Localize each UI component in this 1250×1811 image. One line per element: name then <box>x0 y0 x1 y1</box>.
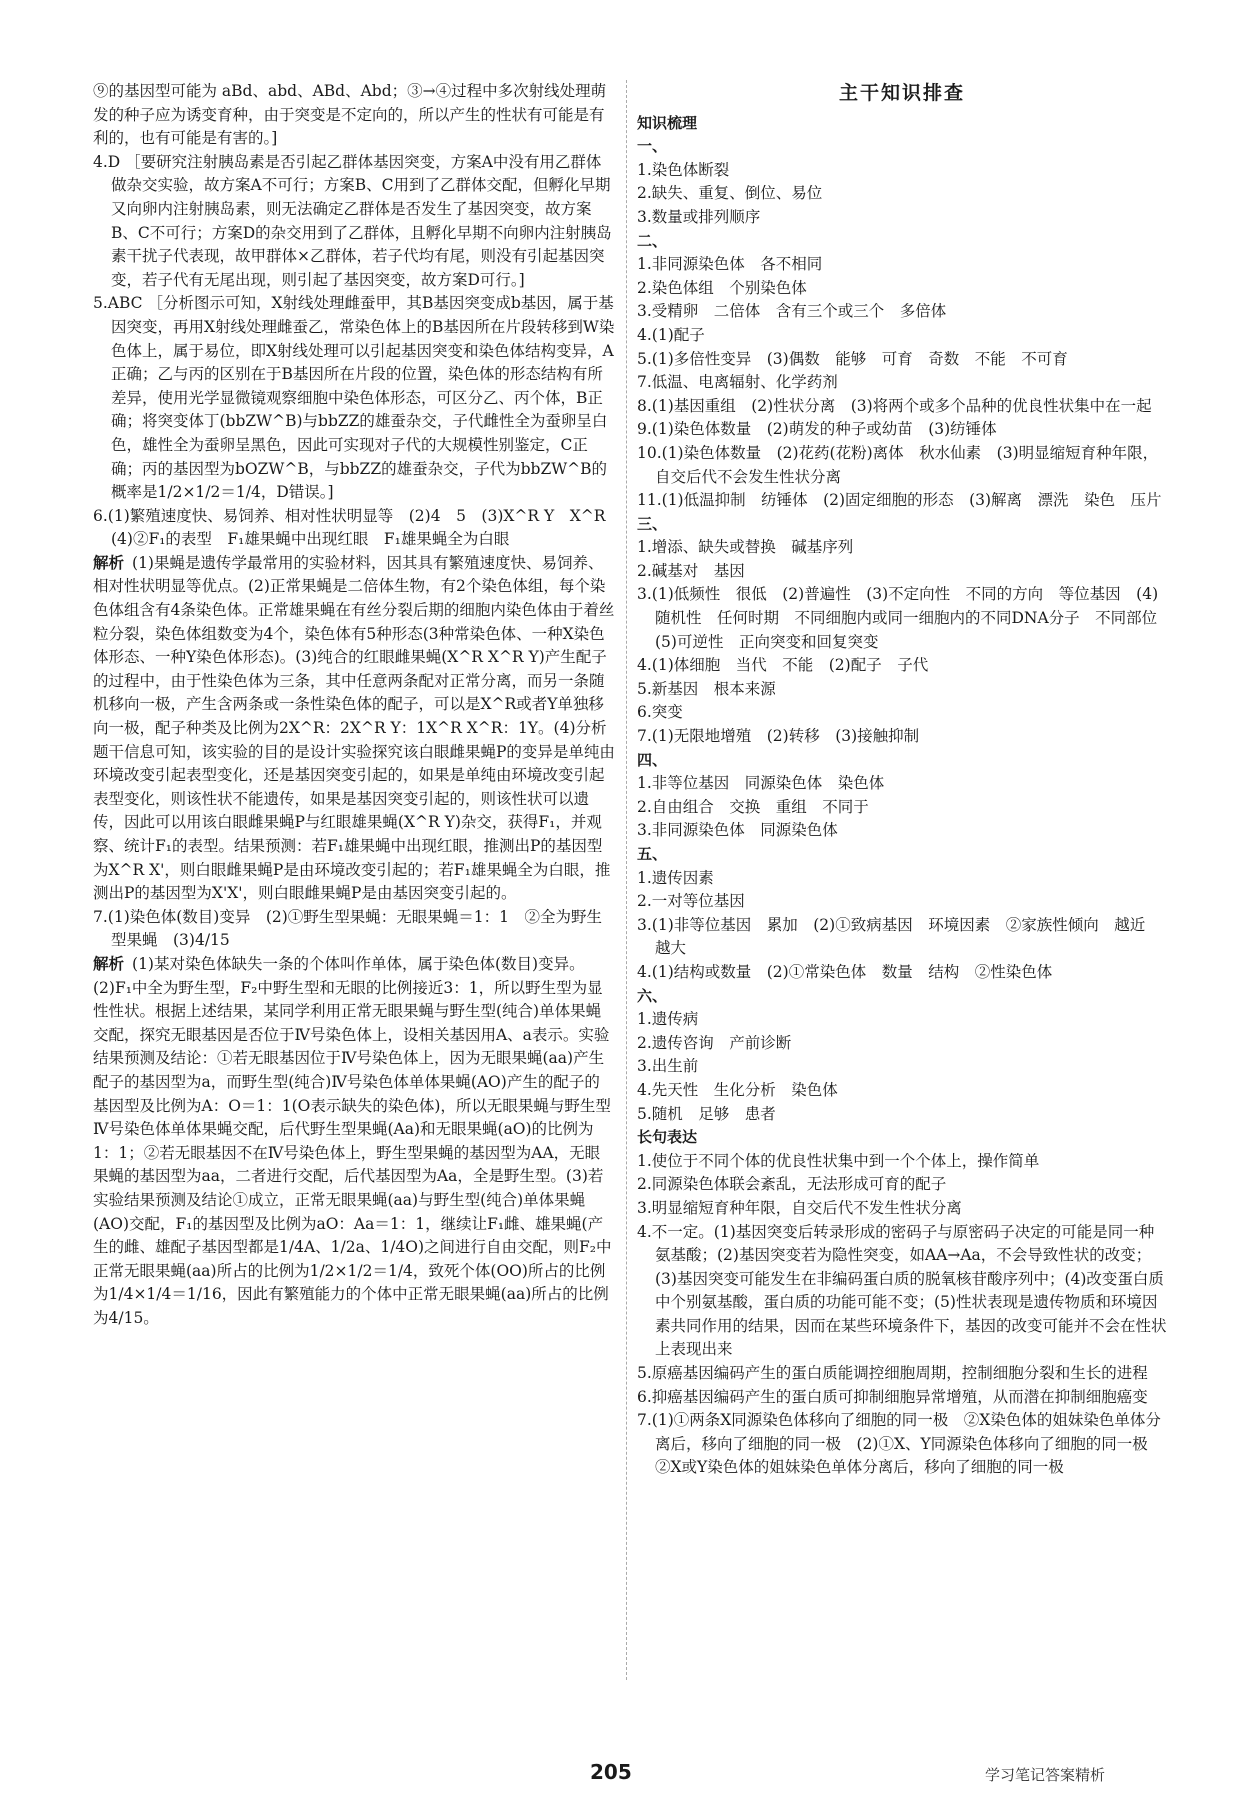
answer-item: 3.明显缩短育种年限，自交后代不发生性状分离 <box>637 1198 962 1217</box>
answer-item: 2.缺失、重复、倒位、易位 <box>637 184 823 203</box>
answer-item: 1.非等位基因 同源染色体 染色体 <box>637 774 885 793</box>
answer-item: 2.染色体组 个别染色体 <box>637 278 807 297</box>
answer-item: 4.不一定。(1)基因突变后转录形成的密码子与原密码子决定的可能是同一种氨基酸；(2)基因突变若为隐性突变，如AA→Aa，不会导致性状的改变；(3)基因突变可能发生在非编码蛋白质的脱氧核苷酸序列中；(4)改变蛋白质中个别氨基酸，蛋白质的功能可能不变；(5)性状表现是遗传物质和环境因素共同作用的结果，因而在某些环境条件下，基因的改变可能并不会在性状上表现出来 <box>637 1222 1167 1359</box>
answer-item: 2.一对等位基因 <box>637 892 745 911</box>
section-number: 一、 <box>637 137 668 156</box>
answer-item: 7.低温、电离辐射、化学药剂 <box>637 373 838 392</box>
analysis-text: (1)某对染色体缺失一条的个体叫作单体，属于染色体(数目)变异。(2)F₁中全为野生型，F₂中野生型和无眼的比例接近3：1，所以野生型为显性性状。根据上述结果，某同学利用正常无眼果蝇与野生型(纯合)单体果蝇交配，探究无眼基因是否位于Ⅳ号染色体上，设相关基因用A、a表示。实验结果预测及结论：①若无眼基因位于Ⅳ号染色体上，因为无眼果蝇(aa)产生配子的基因型为a，而野生型(纯合)Ⅳ号染色体单体果蝇(AO)产生的配子的基因型及比例为A：O＝1：1(O表示缺失的染色体)，所以无眼果蝇与野生型Ⅳ号染色体单体果蝇交配，后代野生型果蝇(Aa)和无眼果蝇(aO)的比例为1：1；②若无眼基因不在Ⅳ号染色体上，野生型果蝇的基因型为AA，无眼果蝇的基因型为aa，二者进行交配，后代基因型为Aa，全是野生型。(3)若实验结果预测及结论①成立，正常无眼果蝇(aa)与野生型(纯合)单体果蝇(AO)交配，F₁的基因型及比例为aO：Aa＝1：1，继续让F₁雌、雄果蝇(产生的雌、雄配子基因型都是1/4A、1/2a、1/4O)之间进行自由交配，则F₂中正常无眼果蝇(aa)所占的比例为1/2×1/2＝1/4，致死个体(OO)所占的比例为1/4×1/4＝1/16，因此有繁殖能力的个体中正常无眼果蝇(aa)所占的比例为4/15。 <box>93 954 612 1327</box>
answer-item: 10.(1)染色体数量 (2)花药(花粉)离体 秋水仙素 (3)明显缩短育种年限，自交后代不会发生性状分离 <box>637 443 1159 486</box>
column-divider <box>626 80 627 1680</box>
answer-item: 4.先天性 生化分析 染色体 <box>637 1080 838 1099</box>
answer-item: 1.非同源染色体 各不相同 <box>637 255 823 274</box>
page-number: 205 <box>590 1760 632 1784</box>
answer-item: 7.(1)无限地增殖 (2)转移 (3)接触抑制 <box>637 727 920 746</box>
answer-item: 5.新基因 根本来源 <box>637 679 776 698</box>
answer-item: 11.(1)低温抑制 纺锤体 (2)固定细胞的形态 (3)解离 漂洗 染色 压片 <box>637 491 1162 510</box>
continued-paragraph: ⑨的基因型可能为 aBd、abd、ABd、Abd；③→④过程中多次射线处理萌发的种子应为诱变育种，由于突变是不定向的，所以产生的性状有可能是有利的，也有可能是有害的。] <box>93 82 607 148</box>
analysis-text: (1)果蝇是遗传学最常用的实验材料，因其具有繁殖速度快、易饲养、相对性状明显等优点。(2)正常果蝇是二倍体生物，有2个染色体组，每个染色体组含有4条染色体。正常雄果蝇在有丝分裂后期的细胞内染色体由于着丝粒分裂，染色体组数变为4个，染色体有5种形态(3种常染色体、一种X染色体形态、一种Y染色体形态)。(3)纯合的红眼雌果蝇(X^R X^R Y)产生配子的过程中，由于性染色体为三条，其中任意两条配对正常分离，而另一条随机移向一极，产生含两条或一条性染色体的配子，可以是X^R或者Y单独移向一极，配子种类及比例为2X^R：2X^R Y：1X^R X^R：1Y。(4)分析题干信息可知，该实验的目的是设计实验探究该白眼雌果蝇P的变异是单纯由环境改变引起表型变化，还是基因突变引起的，如果是单纯由环境改变引起表型变化，则该性状不能遗传，如果是基因突变引起的，则该性状可以遗传，因此可以用该白眼雌果蝇P与红眼雄果蝇(X^R Y)杂交，获得F₁，并观察、统计F₁的表型。结果预测：若F₁雄果蝇中出现红眼，推测出P的基因型为X^R X'，则白眼雌果蝇P是由环境改变引起的；若F₁雄果蝇全为白眼，推测出P的基因型为X'X'，则白眼雌果蝇P是由基因突变引起的。 <box>93 553 615 903</box>
analysis-paragraph <box>93 552 615 906</box>
answer-item: 2.遗传咨询 产前诊断 <box>637 1033 792 1052</box>
answer-item: 4.(1)结构或数量 (2)①常染色体 数量 结构 ②性染色体 <box>637 962 1053 981</box>
answer-item: 6.(1)繁殖速度快、易饲养、相对性状明显等 (2)4 5 (3)X^R Y X^R (4)②F₁的表型 F₁雄果蝇中出现红眼 F₁雄果蝇全为白眼 <box>93 506 621 549</box>
answer-item: 3.(1)低频性 很低 (2)普遍性 (3)不定向性 不同的方向 等位基因 (4)随机性 任何时期 不同细胞内或同一细胞内的不同DNA分子 不同部位 (5)可逆性 正向突变和回复突变 <box>637 585 1173 651</box>
answer-item: 4.(1)体细胞 当代 不能 (2)配子 子代 <box>637 656 929 675</box>
answer-item: 5.ABC ［分析图示可知，X射线处理雌蚕甲，其B基因突变成b基因，属于基因突变，再用X射线处理雌蚕乙，常染色体上的B基因所在片段转移到W染色体上，属于易位，即X射线处理可以引起基因突变和染色体结构变异，A正确；乙与丙的区别在于B基因所在片段的位置，染色体的形态结构有所差异，使用光学显微镜观察细胞中染色体形态，可区分乙、丙个体，B正确；将突变体丁(bbZW^B)与bbZZ的雄蚕杂交，子代雌性全为蚕卵呈白色，雄性全为蚕卵呈黑色，因此可实现对子代的大规模性别鉴定，C正确；丙的基因型为bOZW^B，与bbZZ的雄蚕杂交，子代为bbZW^B的概率是1/2×1/2＝1/4，D错误。] <box>93 294 615 502</box>
analysis-paragraph <box>93 953 615 1331</box>
answer-item: 6.抑癌基因编码产生的蛋白质可抑制细胞异常增殖，从而潜在抑制细胞癌变 <box>637 1387 1148 1406</box>
subsection-heading: 知识梳理 <box>637 113 698 132</box>
answer-item: 2.碱基对 基因 <box>637 561 745 580</box>
answer-item: 1.使位于不同个体的优良性状集中到一个个体上，操作简单 <box>637 1151 1040 1170</box>
answer-item: 8.(1)基因重组 (2)性状分离 (3)将两个或多个品种的优良性状集中在一起 <box>637 396 1152 415</box>
answer-item: 3.出生前 <box>637 1057 699 1076</box>
answer-item: 3.数量或排列顺序 <box>637 207 761 226</box>
answer-item: 1.遗传病 <box>637 1010 699 1029</box>
footer-label: 学习笔记答案精析 <box>985 1766 1106 1784</box>
answer-item: 5.(1)多倍性变异 (3)偶数 能够 可育 奇数 不能 不可育 <box>637 349 1068 368</box>
analysis-label: 解析 <box>93 954 125 973</box>
answer-item: 2.同源染色体联会紊乱，无法形成可育的配子 <box>637 1175 947 1194</box>
section-number: 四、 <box>637 750 668 769</box>
answer-item: 7.(1)染色体(数目)变异 (2)①野生型果蝇：无眼果蝇＝1：1 ②全为野生型果蝇 (3)4/15 <box>93 907 603 950</box>
right-column <box>637 80 1173 1480</box>
left-column <box>93 80 621 1330</box>
answer-item: 1.遗传因素 <box>637 868 714 887</box>
answer-item: 4.(1)配子 <box>637 325 705 344</box>
section-number: 五、 <box>637 845 668 863</box>
answer-item: 5.随机 足够 患者 <box>637 1104 776 1123</box>
section-number: 二、 <box>637 231 668 250</box>
section-number: 六、 <box>637 986 668 1005</box>
section-number: 三、 <box>637 514 668 533</box>
answer-item: 1.增添、缺失或替换 碱基序列 <box>637 538 854 557</box>
answer-item: 9.(1)染色体数量 (2)萌发的种子或幼苗 (3)纺锤体 <box>637 420 997 439</box>
answer-item: 3.(1)非等位基因 累加 (2)①致病基因 环境因素 ②家族性倾向 越近 越大 <box>637 915 1161 958</box>
section-title: 主干知识排查 <box>838 82 965 104</box>
answer-item: 3.受精卵 二倍体 含有三个或三个 多倍体 <box>637 302 947 321</box>
answer-item: 5.原癌基因编码产生的蛋白质能调控细胞周期，控制细胞分裂和生长的进程 <box>637 1364 1148 1383</box>
answer-item: 7.(1)①两条X同源染色体移向了细胞的同一极 ②X染色体的姐妹染色单体分离后，移向了细胞的同一极 (2)①X、Y同源染色体移向了细胞的同一极 ②X或Y染色体的姐妹染色单体分离后，移向了细胞的同一极 <box>637 1411 1164 1477</box>
answer-item: 2.自由组合 交换 重组 不同于 <box>637 797 869 816</box>
analysis-label: 解析 <box>93 553 125 572</box>
answer-item: 4.D ［要研究注射胰岛素是否引起乙群体基因突变，方案A中没有用乙群体做杂交实验，故方案A不可行；方案B、C用到了乙群体交配，但孵化早期又向卵内注射胰岛素，则无法确定乙群体是否发生了基因突变，故方案B、C不可行；方案D的杂交用到了乙群体，且孵化早期不向卵内注射胰岛素干扰子代表现，故甲群体×乙群体，若子代均有尾，则没有引起基因突变，若子代有无尾出现，则引起了基因突变，故方案D可行。] <box>93 152 612 289</box>
answer-item: 1.染色体断裂 <box>637 160 730 179</box>
answer-item: 6.突变 <box>637 703 683 722</box>
subsection-heading: 长句表达 <box>637 1128 698 1147</box>
answer-item: 3.非同源染色体 同源染色体 <box>637 821 838 840</box>
